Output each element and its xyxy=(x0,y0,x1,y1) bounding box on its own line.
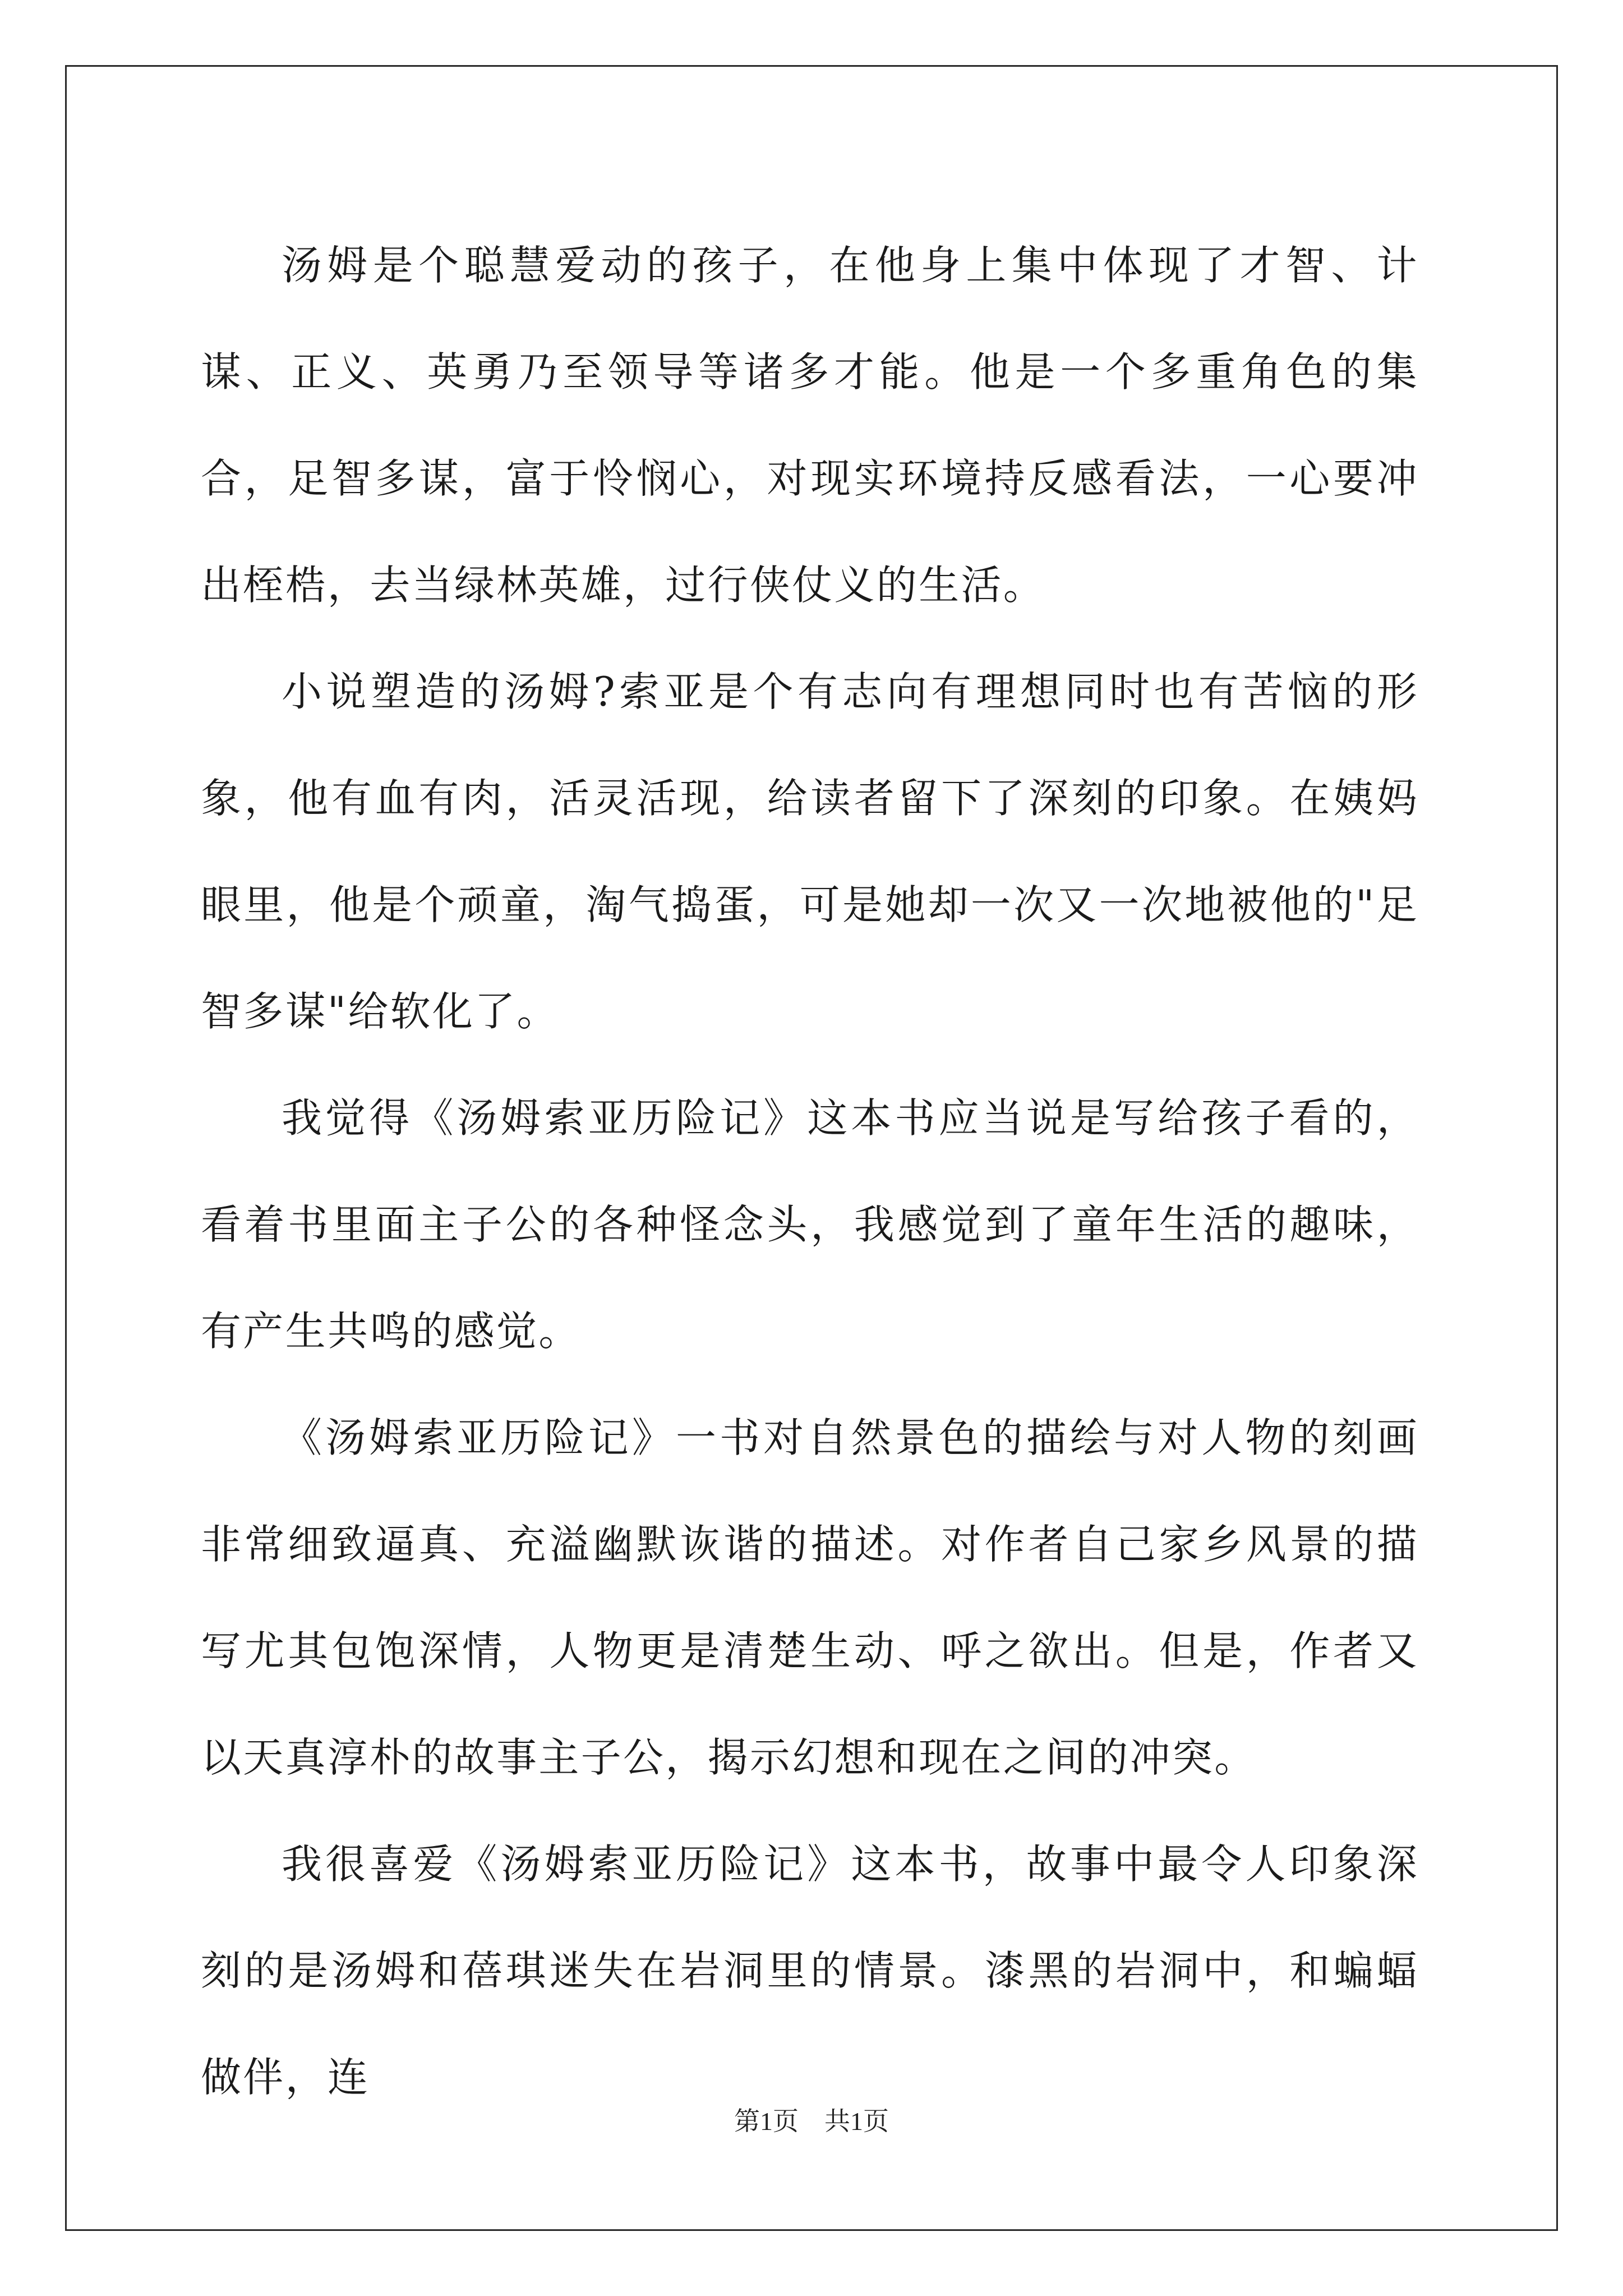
page-footer xyxy=(0,2101,1623,2138)
paragraph-1: 汤姆是个聪慧爱动的孩子，在他身上集中体现了才智、计谋、正义、英勇乃至领导等诸多才能。他是一个多重角色的集合，足智多谋，富于怜悯心，对现实环境持反感看法，一心要冲出桎梏，去当绿林英雄，过行侠仗义的生活。 xyxy=(201,242,1419,609)
page-total: 共1页 xyxy=(824,2107,889,2136)
paragraph-3: 我觉得《汤姆索亚历险记》这本书应当说是写给孩子看的，看着书里面主子公的各种怪念头，我感觉到了童年生活的趣味，有产生共鸣的感觉。 xyxy=(201,1094,1419,1355)
paragraph-2: 小说塑造的汤姆?索亚是个有志向有理想同时也有苦恼的形象，他有血有肉，活灵活现，给读者留下了深刻的印象。在姨妈眼里，他是个顽童，淘气捣蛋，可是她却一次又一次地被他的"足智多谋"给软化了。 xyxy=(201,668,1419,1035)
paragraph-4: 《汤姆索亚历险记》一书对自然景色的描绘与对人物的刻画非常细致逼真、充溢幽默诙谐的描述。对作者自己家乡风景的描写尤其包饱深情，人物更是清楚生动、呼之欲出。但是，作者又以天真淳朴的故事主子公，揭示幻想和现在之间的冲突。 xyxy=(201,1414,1419,1781)
document-body xyxy=(201,212,1419,2131)
page-number: 第1页 xyxy=(734,2107,799,2136)
paragraph-5: 我很喜爱《汤姆索亚历险记》这本书，故事中最令人印象深刻的是汤姆和蓓琪迷失在岩洞里的情景。漆黑的岩洞中，和蝙蝠做伴，连 xyxy=(201,1841,1419,2101)
